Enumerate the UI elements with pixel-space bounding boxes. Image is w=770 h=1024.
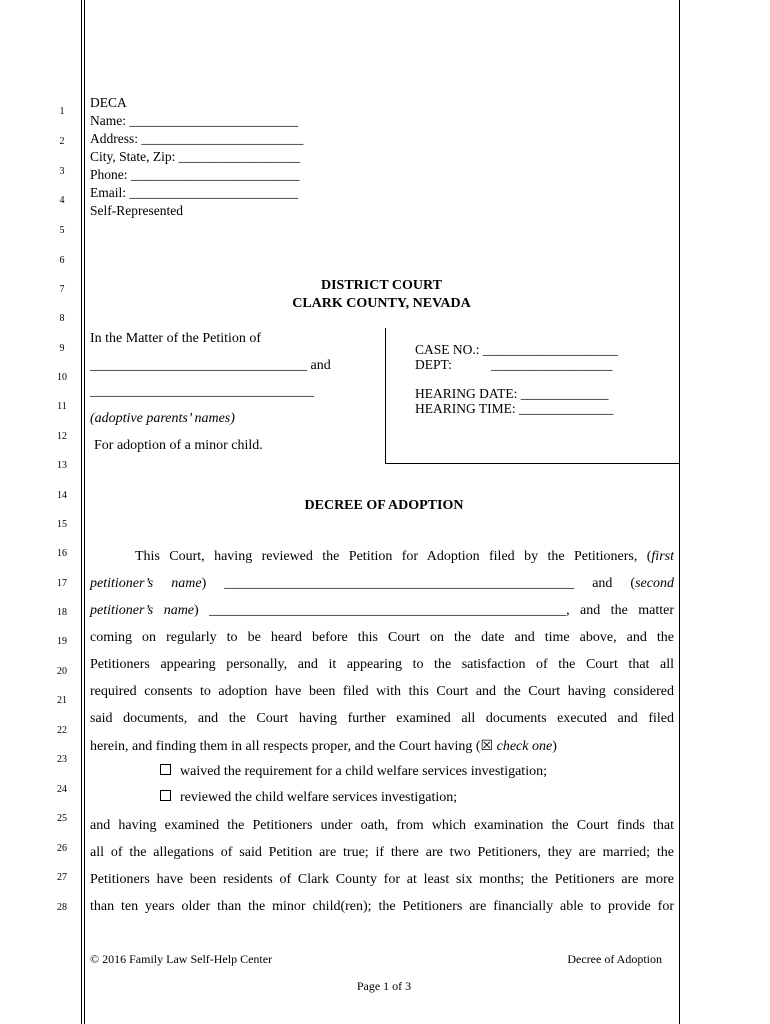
- line-number: 22: [57, 725, 67, 736]
- caption-matter: In the Matter of the Petition of: [90, 331, 262, 346]
- body-line-22: said documents, and the Court having further examined all documents executed and filed: [90, 711, 674, 726]
- hearing-time-line: [415, 401, 618, 416]
- first-petitioner-blank[interactable]: __________________________________________________: [224, 576, 575, 591]
- body-line-16: This Court, having reviewed the Petition for Adoption filed by the Petitioners, (first: [135, 549, 674, 564]
- phone-blank[interactable]: _________________________: [130, 167, 300, 182]
- body-line-17: petitioner’s name) __________________________________________________ and (second: [90, 576, 674, 591]
- dept-label: DEPT:: [415, 357, 452, 372]
- line-number: 15: [57, 519, 67, 530]
- petitioner-one-blank[interactable]: _______________________________: [90, 358, 307, 373]
- email-label: Email:: [90, 185, 126, 200]
- reviewed-checkbox[interactable]: [160, 790, 171, 801]
- petitioner-two-blank[interactable]: ________________________________: [90, 384, 314, 399]
- address-label: Address:: [90, 131, 138, 146]
- email-line: [90, 184, 303, 202]
- line-number: 11: [57, 401, 67, 412]
- line-number: 5: [59, 225, 65, 236]
- line-number: 26: [57, 843, 67, 854]
- hearing-date-line: [415, 386, 618, 401]
- line-number: 13: [57, 460, 67, 471]
- body-line-23: herein, and finding them in all respects proper, and the Court having (☒ check one): [90, 739, 557, 754]
- waived-checkbox[interactable]: [160, 764, 171, 775]
- document-title: DECREE OF ADOPTION: [304, 498, 464, 513]
- body-line-26: all of the allegations of said Petition are true; if there are two Petitioners, they are married; the: [90, 845, 674, 860]
- option-reviewed: [160, 790, 457, 806]
- line-number: 16: [57, 548, 67, 559]
- email-blank[interactable]: _________________________: [129, 185, 299, 200]
- second-petitioner-blank[interactable]: ___________________________________________________: [209, 603, 567, 618]
- hearing-date-label: HEARING DATE:: [415, 386, 518, 401]
- option-waived-label: waived the requirement for a child welfare services investigation;: [180, 764, 547, 779]
- body-line-27: Petitioners have been residents of Clark County for at least six months; the Petitioners are more: [90, 872, 674, 887]
- dept-blank[interactable]: __________________: [491, 357, 613, 372]
- body-line-19: coming on regularly to be heard before this Court on the date and time above, and the: [90, 630, 674, 645]
- body-line-28: than ten years older than the minor child(ren); the Petitioners are financially able to provide for: [90, 899, 674, 914]
- line-number: 7: [59, 284, 65, 295]
- line-number: 28: [57, 902, 67, 913]
- line-number: 23: [57, 754, 67, 765]
- caption-petitioners-line: [90, 358, 331, 374]
- city-label: City, State, Zip:: [90, 149, 176, 164]
- city-blank[interactable]: __________________: [178, 149, 301, 164]
- line-number: 25: [57, 813, 67, 824]
- body-line-20: Petitioners appearing personally, and it appearing to the satisfaction of the Court that all: [90, 657, 674, 672]
- footer-copyright: © 2016 Family Law Self-Help Center: [90, 952, 273, 966]
- case-no-line: [415, 342, 618, 357]
- hearing-time-blank[interactable]: ______________: [519, 401, 614, 416]
- page-number: Page 1 of 3: [356, 979, 412, 993]
- doc-code: DECA: [90, 95, 127, 110]
- name-blank[interactable]: _________________________: [129, 113, 299, 128]
- hearing-time-label: HEARING TIME:: [415, 401, 516, 416]
- caption-underline: [385, 463, 679, 464]
- line-number: 2: [59, 136, 65, 147]
- footer-doc-name: Decree of Adoption: [567, 952, 662, 966]
- name-line: [90, 112, 303, 130]
- address-blank[interactable]: ________________________: [141, 131, 304, 146]
- line-number: 12: [57, 431, 67, 442]
- self-represented: Self-Represented: [90, 203, 183, 218]
- line-number: 14: [57, 490, 67, 501]
- line-number: 6: [59, 255, 65, 266]
- line-number: 19: [57, 636, 67, 647]
- line-number: 9: [59, 343, 65, 354]
- option-waived: [160, 764, 547, 780]
- party-info-block: [90, 94, 303, 220]
- line-number: 8: [59, 313, 65, 324]
- phone-label: Phone:: [90, 167, 128, 182]
- line-number: 20: [57, 666, 67, 677]
- body-line-21: required consents to adoption have been filed with this Court and the Court having considered: [90, 684, 674, 699]
- caption-adoptive-parents: (adoptive parents’ names): [90, 411, 235, 426]
- name-label: Name:: [90, 113, 126, 128]
- line-number: 17: [57, 578, 67, 589]
- body-line-18: petitioner’s name) ___________________________________________________, and the matter: [90, 603, 674, 618]
- case-no-label: CASE NO.:: [415, 342, 480, 357]
- caption-divider: [385, 328, 386, 463]
- hearing-date-blank[interactable]: _____________: [520, 386, 609, 401]
- line-number: 27: [57, 872, 67, 883]
- city-line: [90, 148, 303, 166]
- court-heading: [84, 277, 679, 313]
- option-reviewed-label: reviewed the child welfare services investigation;: [180, 790, 458, 805]
- line-number: 3: [59, 166, 65, 177]
- court-county: CLARK COUNTY, NEVADA: [292, 296, 471, 311]
- line-number: 10: [57, 372, 67, 383]
- phone-line: [90, 166, 303, 184]
- line-number: 24: [57, 784, 67, 795]
- dept-line: [415, 357, 618, 372]
- caption-and: and: [310, 358, 331, 373]
- address-line: [90, 130, 303, 148]
- line-number: 4: [59, 195, 65, 206]
- line-number: 21: [57, 695, 67, 706]
- case-no-blank[interactable]: ____________________: [482, 342, 618, 357]
- court-name: DISTRICT COURT: [320, 278, 442, 293]
- caption-minor-child: For adoption of a minor child.: [94, 438, 263, 453]
- line-number: 1: [59, 106, 65, 117]
- left-margin-rule-outer: [81, 0, 82, 1024]
- body-line-25: and having examined the Petitioners under oath, from which examination the Court finds that: [90, 818, 674, 833]
- case-info: [415, 342, 618, 416]
- line-number: 18: [57, 607, 67, 618]
